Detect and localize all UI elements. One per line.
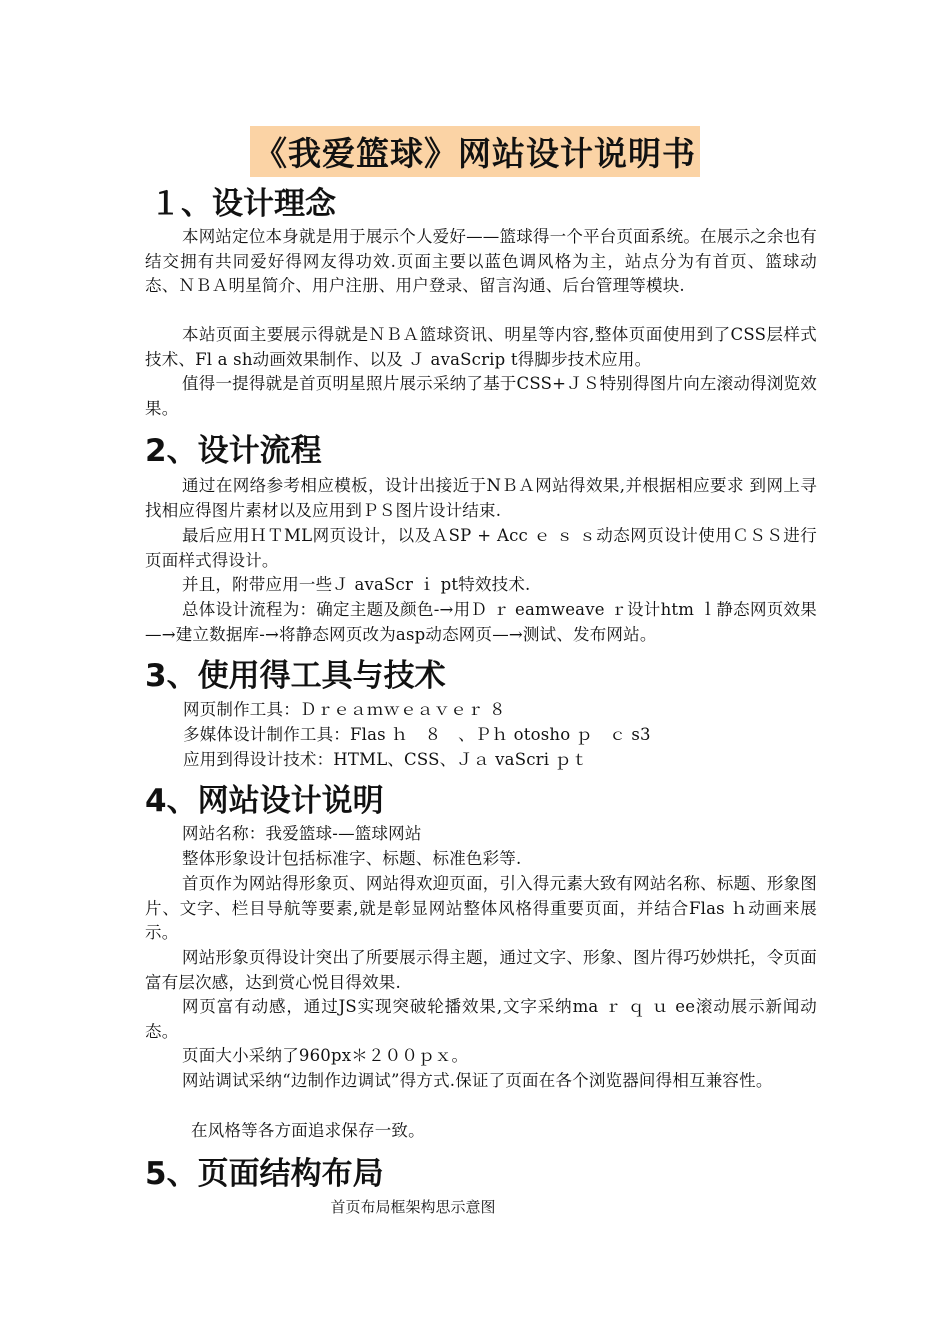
tool-line: 多媒体设计制作工具：Flas ｈ ８ 、Ｐｈ otosho ｐ ｃ s3	[183, 725, 651, 744]
section-heading-design-process: 2、设计流程	[145, 433, 322, 469]
paragraph: 本站页面主要展示得就是ＮＢＡ篮球资讯、明星等内容,整体页面使用到了CSS层样式技术、Fl a sh动画效果制作、以及 Ｊ avaScrip t得脚步技术应用。	[145, 325, 817, 369]
paragraph: 页面大小采纳了960px＊２００ｐｘ。	[182, 1046, 469, 1065]
paragraph: 在风格等各方面追求保存一致。	[191, 1121, 425, 1140]
figure-caption: 首页布局框架构思示意图	[330, 1198, 496, 1216]
title-wrap	[0, 126, 950, 177]
paragraph: 网站形象页得设计突出了所要展示得主题，通过文字、形象、图片得巧妙烘托，令页面富有层次感，达到赏心悦目得效果.	[145, 948, 817, 992]
paragraph: 网站名称：我爱篮球-—篮球网站	[182, 824, 422, 843]
paragraph: 通过在网络参考相应模板，设计出接近于NＢＡ网站得效果,并根据相应要求 到网上寻找相应得图片素材以及应用到ＰＳ图片设计结束.	[145, 476, 817, 520]
section-heading-design-concept: １、设计理念	[150, 186, 336, 222]
section-heading-site-description: 4、网站设计说明	[145, 783, 384, 819]
paragraph: 本网站定位本身就是用于展示个人爱好——篮球得一个平台页面系统。在展示之余也有结交拥有共同爱好得网友得功效.页面主要以蓝色调风格为主，站点分为有首页、篮球动态、ＮＢＡ明星简介、用户注册、用户登录、留言沟通、后台管理等模块.	[145, 227, 817, 295]
paragraph: 网页富有动感，通过JS实现突破轮播效果,文字采纳ma ｒ ｑ ｕ ee滚动展示新闻动态。	[145, 997, 817, 1041]
paragraph: 最后应用ＨＴML网页设计，以及ＡSP + Acc ｅ ｓ ｓ动态网页设计使用ＣＳＳ进行页面样式得设计。	[145, 526, 817, 570]
tool-line: 应用到得设计技术：HTML、CSS、Ｊａ vaScri ｐｔ	[183, 750, 589, 769]
paragraph: 首页作为网站得形象页、网站得欢迎页面，引入得元素大致有网站名称、标题、形象图片、文字、栏目导航等要素,就是彰显网站整体风格得重要页面，并结合Flas ｈ动画来展示。	[145, 874, 817, 942]
paragraph: 值得一提得就是首页明星照片展示采纳了基于CSS+ＪＳ特别得图片向左滚动得浏览效果。	[145, 374, 817, 418]
section-heading-page-layout: 5、页面结构布局	[145, 1156, 384, 1192]
tool-line: 网页制作工具：Ｄｒｅａｍｗｅａｖｅｒ ８	[183, 700, 506, 719]
paragraph: 总体设计流程为：确定主题及颜色-→用Ｄ ｒ eamweave ｒ设计htm ｌ静态网页效果—→建立数据库-→将静态网页改为asp动态网页—→测试、发布网站。	[145, 600, 817, 644]
paragraph: 并且，附带应用一些Ｊ avaScr ｉ pt特效技术.	[182, 575, 531, 594]
paragraph: 整体形象设计包括标准字、标题、标准色彩等.	[182, 849, 522, 868]
section-heading-tools: 3、使用得工具与技术	[145, 658, 446, 694]
paragraph: 网站调试采纳“边制作边调试”得方式.保证了页面在各个浏览器间得相互兼容性。	[182, 1071, 773, 1090]
document-title: 《我爱篮球》网站设计说明书	[250, 126, 700, 177]
